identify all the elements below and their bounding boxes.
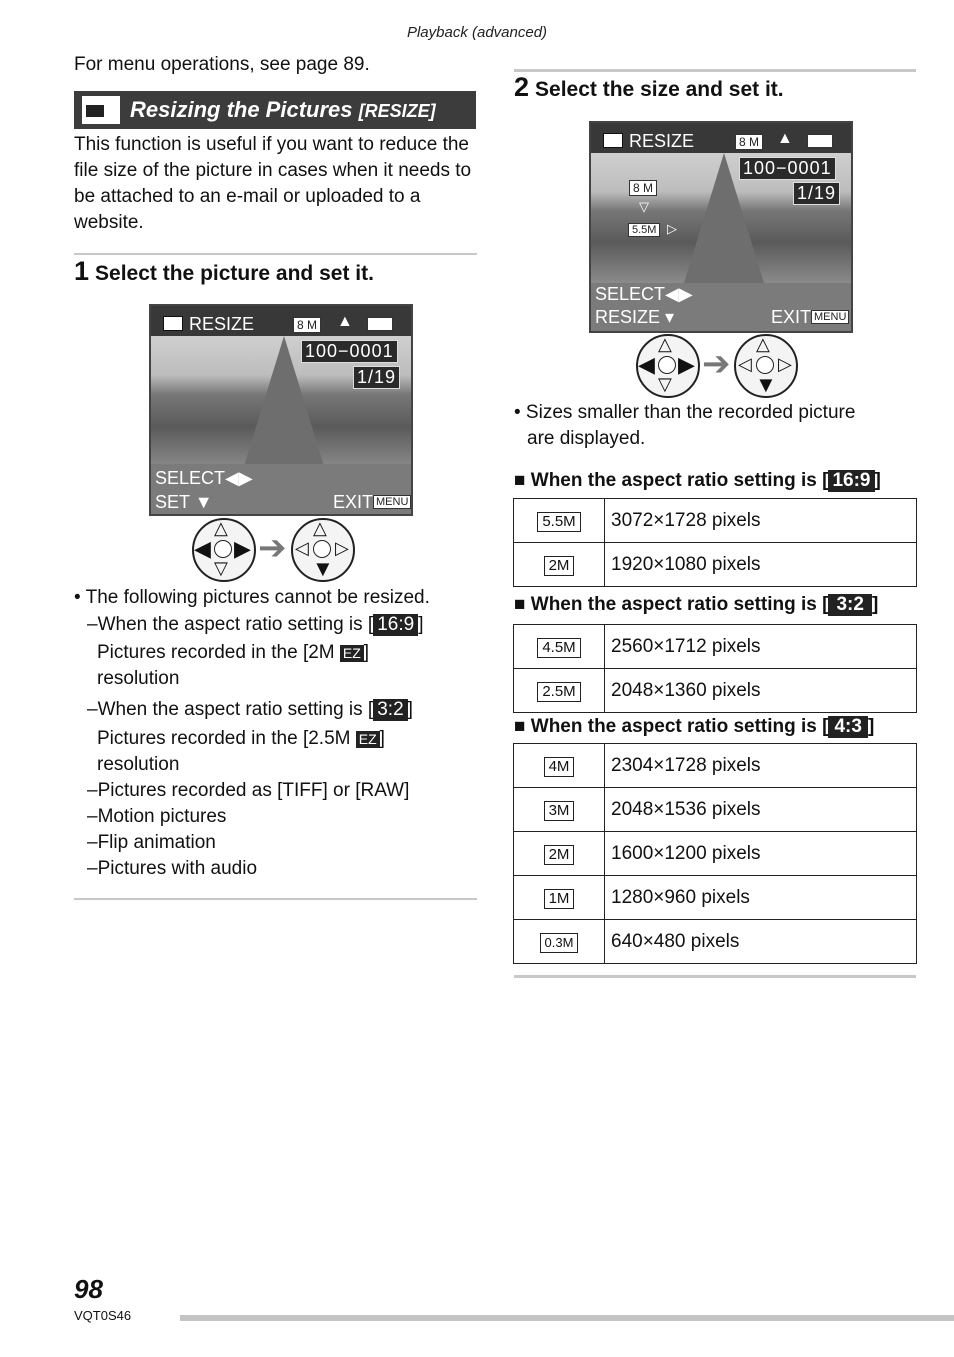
description: This function is useful if you want to reduce the file size of the picture in cases when it needs to be attached to an e-mail or uploaded to a website. bbox=[74, 134, 472, 233]
quality-icon: ▲ bbox=[777, 130, 793, 147]
step-text: Select the size and set it. bbox=[535, 78, 784, 101]
size-badge: 2M bbox=[544, 556, 575, 576]
down-arrow-icon: ▽ bbox=[658, 374, 672, 394]
restrictions-list bbox=[74, 585, 479, 882]
right-arrow-icon: ▶ bbox=[234, 536, 251, 561]
aspect-heading-4-3: ■ When the aspect ratio setting is [ 4:3 ] bbox=[514, 716, 875, 737]
list-item: • The following pictures cannot be resized. bbox=[74, 587, 430, 608]
lcd-mode: RESIZE bbox=[189, 314, 255, 334]
size-badge: 1M bbox=[544, 889, 575, 909]
list-item: –Motion pictures bbox=[87, 806, 227, 827]
list-item: –Flip animation bbox=[87, 832, 216, 853]
footer-bar bbox=[180, 1315, 954, 1321]
size-badge: 4.5M bbox=[537, 638, 580, 658]
aspect-badge: 16:9 bbox=[373, 614, 418, 636]
right-arrow-icon: ▷ bbox=[335, 538, 349, 558]
left-arrow-icon: ◁ bbox=[738, 354, 752, 374]
section-title bbox=[130, 97, 436, 123]
resize-icon bbox=[603, 133, 623, 148]
down-arrow-icon: ▼ bbox=[755, 372, 777, 397]
list-item: Pictures recorded in the [2M EZ ] bbox=[97, 642, 370, 663]
pixel-value: 1280×960 pixels bbox=[605, 876, 917, 920]
aspect-badge: 3:2 bbox=[828, 594, 871, 616]
size-table-4-3 bbox=[513, 743, 917, 964]
divider bbox=[74, 898, 477, 900]
size-note bbox=[514, 400, 916, 452]
aspect-badge: 4:3 bbox=[828, 716, 867, 738]
right-arrow-icon: ▶ bbox=[678, 352, 695, 377]
left-arrow-icon: ◁ bbox=[295, 538, 309, 558]
table-row bbox=[514, 832, 917, 876]
table-row bbox=[514, 499, 917, 543]
step-text: Select the picture and set it. bbox=[95, 262, 374, 285]
table-row bbox=[514, 788, 917, 832]
up-arrow-icon: △ bbox=[214, 518, 228, 538]
section-title-bar bbox=[74, 91, 476, 129]
section-title-text: Resizing the Pictures bbox=[130, 97, 353, 122]
battery-icon bbox=[367, 317, 393, 331]
pixel-value: 3072×1728 pixels bbox=[605, 499, 917, 543]
lcd-set-label: SET ▼ bbox=[155, 492, 213, 512]
size-badge: 4M bbox=[544, 757, 575, 777]
right-arrow-icon: ▷ bbox=[667, 221, 677, 236]
cursor-pad-left-right bbox=[192, 518, 256, 582]
divider bbox=[514, 975, 916, 978]
pixel-value: 2048×1536 pixels bbox=[605, 788, 917, 832]
size-badge: 0.3M bbox=[540, 933, 579, 953]
up-arrow-icon: △ bbox=[756, 334, 770, 354]
list-item: –Pictures with audio bbox=[87, 858, 258, 879]
resize-icon bbox=[163, 316, 183, 331]
resize-icon bbox=[82, 96, 120, 124]
lcd-size-badge: 8 M bbox=[735, 134, 763, 150]
table-row bbox=[514, 625, 917, 669]
list-item: Pictures recorded in the [2.5M EZ ] bbox=[97, 728, 385, 749]
lcd-file-number: 100−0001 bbox=[739, 157, 836, 180]
lcd-size-badge: 8 M bbox=[293, 317, 321, 333]
note-line: are displayed. bbox=[527, 428, 646, 449]
menu-icon: MENU bbox=[373, 495, 411, 509]
pixel-value: 2304×1728 pixels bbox=[605, 744, 917, 788]
down-arrow-icon: ▽ bbox=[214, 558, 228, 578]
ez-badge: EZ bbox=[340, 645, 364, 662]
aspect-heading-16-9: ■ When the aspect ratio setting is [ 16:9 ] bbox=[514, 470, 881, 491]
pixel-value: 2560×1712 pixels bbox=[605, 625, 917, 669]
left-arrow-icon: ◀ bbox=[194, 536, 211, 561]
step-number: 2 bbox=[514, 72, 530, 102]
table-row bbox=[514, 543, 917, 587]
size-badge: 5.5M bbox=[537, 512, 580, 532]
step-number: 1 bbox=[74, 256, 90, 286]
table-row bbox=[514, 876, 917, 920]
lcd-exit-label: EXIT bbox=[771, 307, 812, 327]
lcd-file-number: 100−0001 bbox=[301, 340, 398, 363]
lcd-mode: RESIZE bbox=[629, 131, 695, 151]
arrow-right-icon: ➔ bbox=[258, 529, 287, 567]
lcd-screen-step2 bbox=[589, 121, 853, 333]
list-item: –Pictures recorded as [TIFF] or [RAW] bbox=[87, 780, 410, 801]
cursor-pad-left-right bbox=[636, 334, 700, 398]
page-number: 98 bbox=[74, 1274, 103, 1304]
size-table-3-2 bbox=[513, 624, 917, 713]
step-2-heading bbox=[514, 72, 784, 103]
quality-icon: ▲ bbox=[337, 313, 353, 330]
divider bbox=[74, 253, 477, 255]
list-item: resolution bbox=[97, 754, 180, 775]
table-row bbox=[514, 669, 917, 713]
lcd-new-size: 5.5M bbox=[628, 223, 660, 237]
size-badge: 3M bbox=[544, 801, 575, 821]
lcd-resize-label: RESIZE ▾ bbox=[595, 307, 675, 327]
size-badge: 2M bbox=[544, 845, 575, 865]
cursor-pad-down bbox=[291, 518, 355, 582]
step-1-heading bbox=[74, 256, 374, 287]
list-item: resolution bbox=[97, 668, 180, 689]
down-arrow-icon: ▼ bbox=[312, 556, 334, 581]
cursor-pad-down bbox=[734, 334, 798, 398]
list-item: –When the aspect ratio setting is [ 3:2 ] bbox=[87, 699, 413, 720]
table-row bbox=[514, 744, 917, 788]
lcd-picture-count: 1/19 bbox=[793, 182, 840, 205]
pixel-value: 1600×1200 pixels bbox=[605, 832, 917, 876]
size-badge: 2.5M bbox=[537, 682, 580, 702]
document-code: VQT0S46 bbox=[74, 1308, 132, 1323]
arrow-right-icon: ➔ bbox=[702, 345, 731, 383]
list-item: –When the aspect ratio setting is [ 16:9 ] bbox=[87, 614, 424, 635]
lcd-select-label: SELECT◀▶ bbox=[155, 468, 253, 488]
size-table-16-9 bbox=[513, 498, 917, 587]
lcd-current-size: 8 M bbox=[629, 180, 657, 196]
up-arrow-icon: △ bbox=[658, 334, 672, 354]
table-row bbox=[514, 920, 917, 964]
aspect-badge: 16:9 bbox=[828, 470, 874, 492]
intro-text: For menu operations, see page 89. bbox=[74, 54, 370, 75]
pixel-value: 1920×1080 pixels bbox=[605, 543, 917, 587]
note-line: • Sizes smaller than the recorded picture bbox=[514, 402, 856, 423]
pixel-value: 640×480 pixels bbox=[605, 920, 917, 964]
left-arrow-icon: ◀ bbox=[638, 352, 655, 377]
battery-icon bbox=[807, 134, 833, 148]
running-header: Playback (advanced) bbox=[406, 24, 548, 41]
lcd-exit-label: EXIT bbox=[333, 492, 374, 512]
ez-badge: EZ bbox=[356, 731, 380, 748]
right-arrow-icon: ▷ bbox=[778, 354, 792, 374]
pixel-value: 2048×1360 pixels bbox=[605, 669, 917, 713]
section-title-tag: [RESIZE] bbox=[358, 101, 436, 121]
aspect-heading-3-2: ■ When the aspect ratio setting is [ 3:2 ] bbox=[514, 594, 879, 615]
lcd-screen-step1 bbox=[149, 304, 413, 516]
up-arrow-icon: △ bbox=[313, 518, 327, 538]
down-arrow-icon: ▽ bbox=[639, 199, 649, 214]
aspect-badge: 3:2 bbox=[373, 699, 407, 721]
menu-icon: MENU bbox=[811, 310, 849, 324]
lcd-select-label: SELECT◀▶ bbox=[595, 284, 693, 304]
lcd-picture-count: 1/19 bbox=[353, 366, 400, 389]
